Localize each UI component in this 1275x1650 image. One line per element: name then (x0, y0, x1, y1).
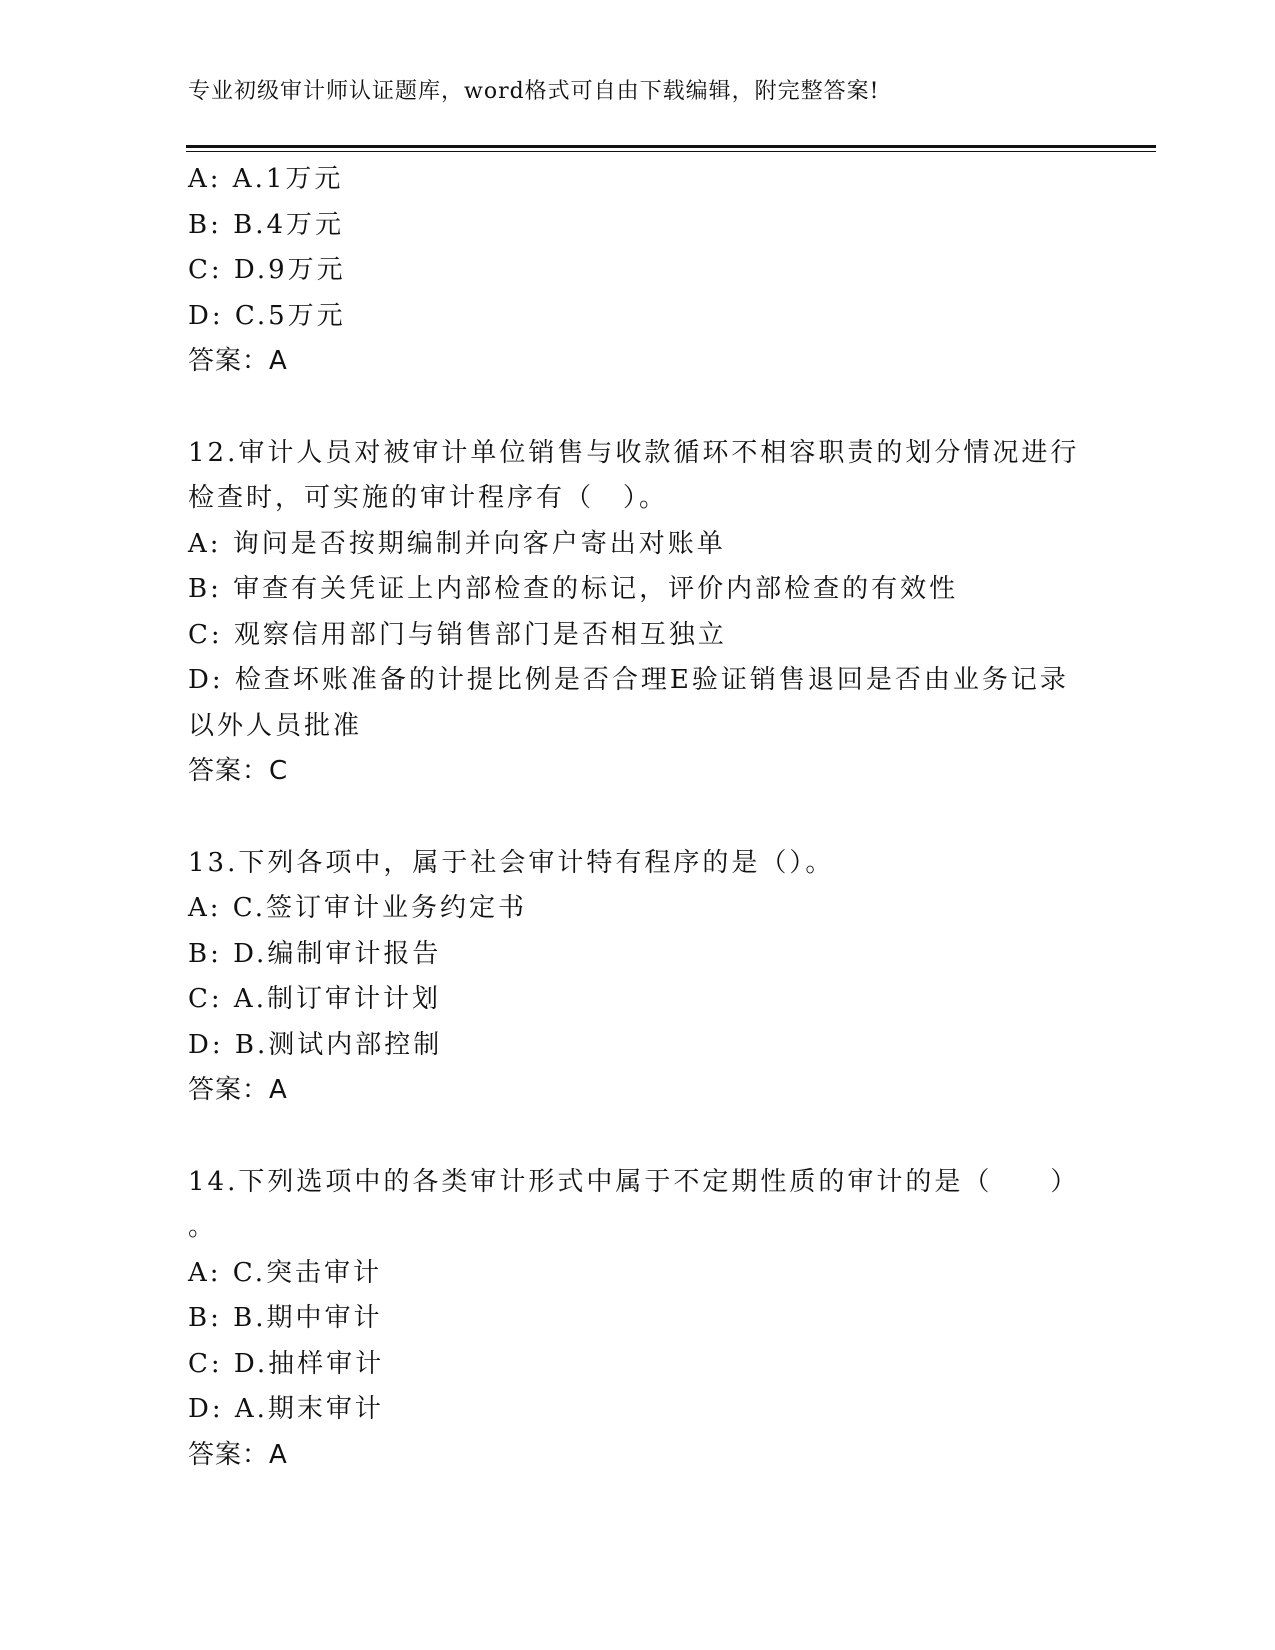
option-b: B: B.4万元 (188, 209, 345, 240)
option-a: A: C.突击审计 (188, 1257, 383, 1288)
question-stem-line: 12.审计人员对被审计单位销售与收款循环不相容职责的划分情况进行 (188, 437, 1080, 468)
question-stem-line: 。 (188, 1212, 218, 1242)
answer-line: 答案：A (188, 1439, 288, 1470)
spacer (188, 1114, 1078, 1160)
question-stem-line: 14.下列选项中的各类审计形式中属于不定期性质的审计的是（ ） (188, 1166, 1080, 1197)
question-stem-line: 检查时，可实施的审计程序有（ ）。 (188, 483, 669, 513)
option-d: D: C.5万元 (188, 300, 346, 331)
option-b: B: D.编制审计报告 (188, 938, 442, 969)
option-c: C: A.制订审计计划 (188, 984, 441, 1014)
question-stem-line: 13.下列各项中，属于社会审计特有程序的是（）。 (188, 847, 835, 878)
question-11-block (188, 157, 1078, 385)
option-d: D: 检查坏账准备的计提比例是否合理E验证销售退回是否由业务记录 (188, 665, 1069, 695)
option-b: B: B.期中审计 (188, 1303, 383, 1333)
page-header: 专业初级审计师认证题库，word格式可自由下载编辑，附完整答案! (188, 79, 880, 104)
option-a: A: A.1万元 (188, 164, 344, 194)
spacer (188, 385, 1078, 431)
option-a: A: 询问是否按期编制并向客户寄出对账单 (188, 528, 726, 559)
option-d: D: B.测试内部控制 (188, 1029, 443, 1060)
question-14-block (188, 1160, 1078, 1479)
option-c: C: D.抽样审计 (188, 1348, 385, 1379)
question-13-block (188, 841, 1078, 1114)
option-d: D: A.期末审计 (188, 1394, 384, 1424)
option-c: C: 观察信用部门与销售部门是否相互独立 (188, 619, 727, 650)
option-b: B: 审查有关凭证上内部检查的标记，评价内部检查的有效性 (188, 574, 959, 604)
answer-line: 答案：A (188, 1075, 288, 1105)
option-d-continuation: 以外人员批准 (188, 710, 363, 741)
option-c: C: D.9万元 (188, 255, 346, 285)
option-a: A: C.签订审计业务约定书 (188, 893, 528, 923)
question-list (188, 157, 1078, 1478)
answer-line: 答案：A (188, 346, 288, 376)
header-divider (186, 145, 1156, 152)
spacer (188, 795, 1078, 841)
question-12-block (188, 431, 1078, 795)
answer-line: 答案：C (188, 756, 289, 786)
